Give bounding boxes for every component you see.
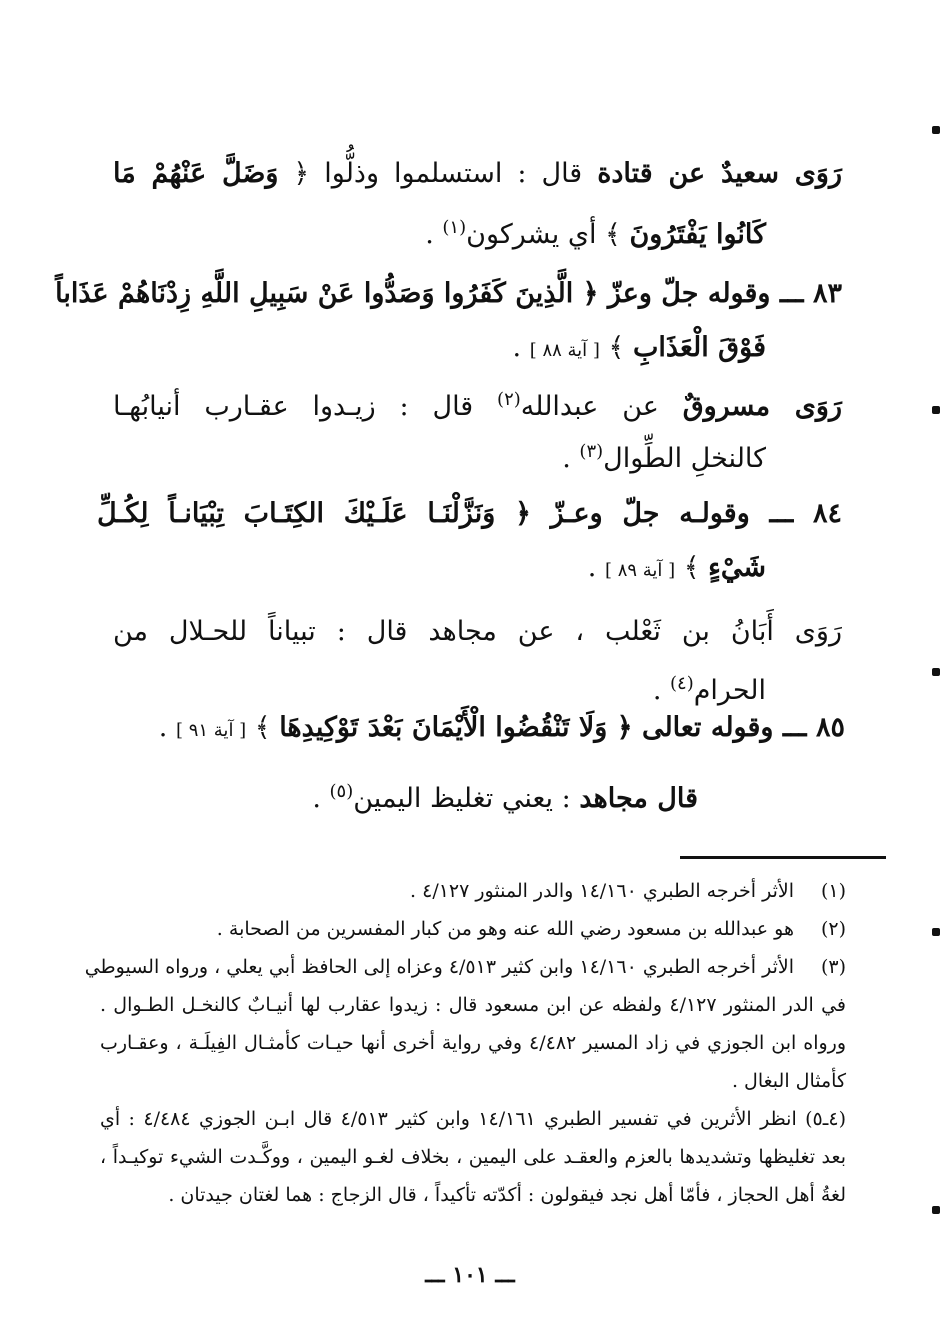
footnote-ref: (٥) [329,781,354,802]
footnote-number: (٣) [820,956,846,978]
quran-verse: شَيْءٍ [708,552,766,583]
scan-mark [932,406,940,414]
footnote [821,914,846,944]
footnote-ref: (٣) [579,441,604,462]
text-line: كالنخلِ الطِّوال$^{(٣)}$ . [562,441,766,474]
footnote-number: (١) [820,880,846,902]
footnote-text: كأمثال البغال . [731,1070,846,1092]
footnote-text: الأثر أخرجه الطبري ١٤/١٦٠ وابن كثير ٤/٥١٣ وعزاه إلى الحافظ أبي يعلي ، ورواه السيوطي [84,956,794,978]
quran-verse: الَّذِينَ كَفَرُوا وَصَدُّوا عَنْ سَبِيلِ اللَّهِ زِدْنَاهُمْ عَذَاباً [55,278,574,309]
footnote [821,952,846,982]
footnote-text: بعد تغليظها وتشديدها بالعزم والعقـد على اليمين ، بخلاف لغـو اليمين ، ووكَّـدت الشيء توكيـداً ، [100,1146,846,1168]
footnote [821,876,846,906]
verse-number: ٨٤ ـــ [769,498,842,529]
footnote-text: لغةُ أهل الحجاز ، فأمّا أهل نجد فيقولون : أكدّته تأكيداً ، قال الزجاج : هما لغتان جيدتان . [168,1184,846,1206]
scan-mark [932,126,940,134]
footnote-text: الأثر أخرجه الطبري ١٤/١٦٠ والدر المنثور ٤/١٢٧ . [410,880,794,902]
verse-reference: [ آية ٨٩ ] [604,560,676,581]
footnote-number: (٤ـ٥) [805,1108,846,1130]
verse-reference: [ آية ٨٨ ] [529,340,600,361]
footnote-ref: (١) [442,217,467,238]
verse-number: ٨٥ ـــ [782,712,845,743]
text-line: قال مجاهد : يعني تغليظ اليمين$^{(٥)}$ . [312,781,698,814]
footnote-ref: (٤) [669,673,694,694]
quran-verse: كَانُوا يَفْتَرُونَ [629,219,766,250]
narrator: رَوَى مسروقٌ [682,391,842,422]
footnote-text: في الدر المنثور ٤/١٢٧ ولفظه عن ابن مسعود قال : زيدوا عقارب لها أنيـابٌ كالنخـل الطـوال . [100,994,846,1016]
quran-verse: فَوْقَ الْعَذَابِ [632,332,766,363]
footnote-number: (٢) [820,918,846,940]
quran-verse: وَلَا تَنْقُضُوا الْأَيْمَانَ بَعْدَ تَوْكِيدِهَا [279,712,608,743]
quran-verse: وَضَلَّ عَنْهُمْ مَا [113,158,279,189]
verse-line: ٨٤ ـــ وقولـه جلّ وعـزّ ﴿ وَنَزَّلْنَـا عَلَـيْكَ الكِتَـابَ تِبْيَانـاً لِكُـلِّ [97,498,842,529]
scan-mark [932,668,940,676]
footnote: (٤ـ٥) انظر الأثرين في تفسير الطبري ١٤/١٦١ وابن كثير ٤/٥١٣ قال ابـن الجوزي ٤/٤٨٤ : أي [100,1108,846,1130]
verse-line: شَيْءٍ ﴾ [ آية ٨٩ ] . [587,552,766,583]
scan-mark [932,1206,940,1214]
footnote-ref: (٢) [497,389,521,410]
verse-number: ٨٣ ـــ [779,278,842,309]
verse-line: ٨٥ ـــ وقوله تعالى ﴿ وَلَا تَنْقُضُوا الْأَيْمَانَ بَعْدَ تَوْكِيدِهَا ﴾ [ آية ٩١ ] . [158,712,845,743]
scan-mark [932,928,940,936]
text-line: كَانُوا يَفْتَرُونَ ﴾ أي يشركون$^{(١)}$ . [425,217,766,250]
verse-reference: [ آية ٩١ ] [175,720,247,741]
page-number: ـــ ١٠١ ـــ [425,1262,515,1288]
footnote-text: ورواه ابن الجوزي في زاد المسير ٤/٤٨٢ وفي رواية أخرى أنها حيـات كأمثـال الفِيلَـة ، وعقـارب [100,1032,846,1054]
verse-line: فَوْقَ الْعَذَابِ ﴾ [ آية ٨٨ ] . [512,332,766,363]
narrator: قال مجاهد [579,783,698,814]
narrator: رَوَى سعيدٌ عن قتادة [597,158,842,189]
text-line: رَوَى أَبَانُ بن ثَعْلب ، عن مجاهد قال : تبياناً للحـلال من [113,616,842,647]
text-line: رَوَى سعيدٌ عن قتادة قال : استسلموا وذلُّوا ﴿ وَضَلَّ عَنْهُمْ مَا [113,158,842,189]
quran-verse: وَنَزَّلْنَـا عَلَـيْكَ الكِتَـابَ تِبْيَانـاً لِكُـلِّ [97,498,496,529]
text-line: رَوَى مسروقٌ عن عبدالله$^{(٢)}$ قال : زيـدوا عقـارب أنيابُهـا [113,389,842,422]
verse-line: ٨٣ ـــ وقوله جلّ وعزّ ﴿ الَّذِينَ كَفَرُوا وَصَدُّوا عَنْ سَبِيلِ اللَّهِ زِدْنَاهُمْ عَذَاباً [55,278,842,309]
text-line: الحرام$^{(٤)}$ . [652,673,766,706]
footnote-text: هو عبدالله بن مسعود رضي الله عنه وهو من كبار المفسرين من الصحابة . [216,918,794,940]
footnote-separator [680,856,886,859]
